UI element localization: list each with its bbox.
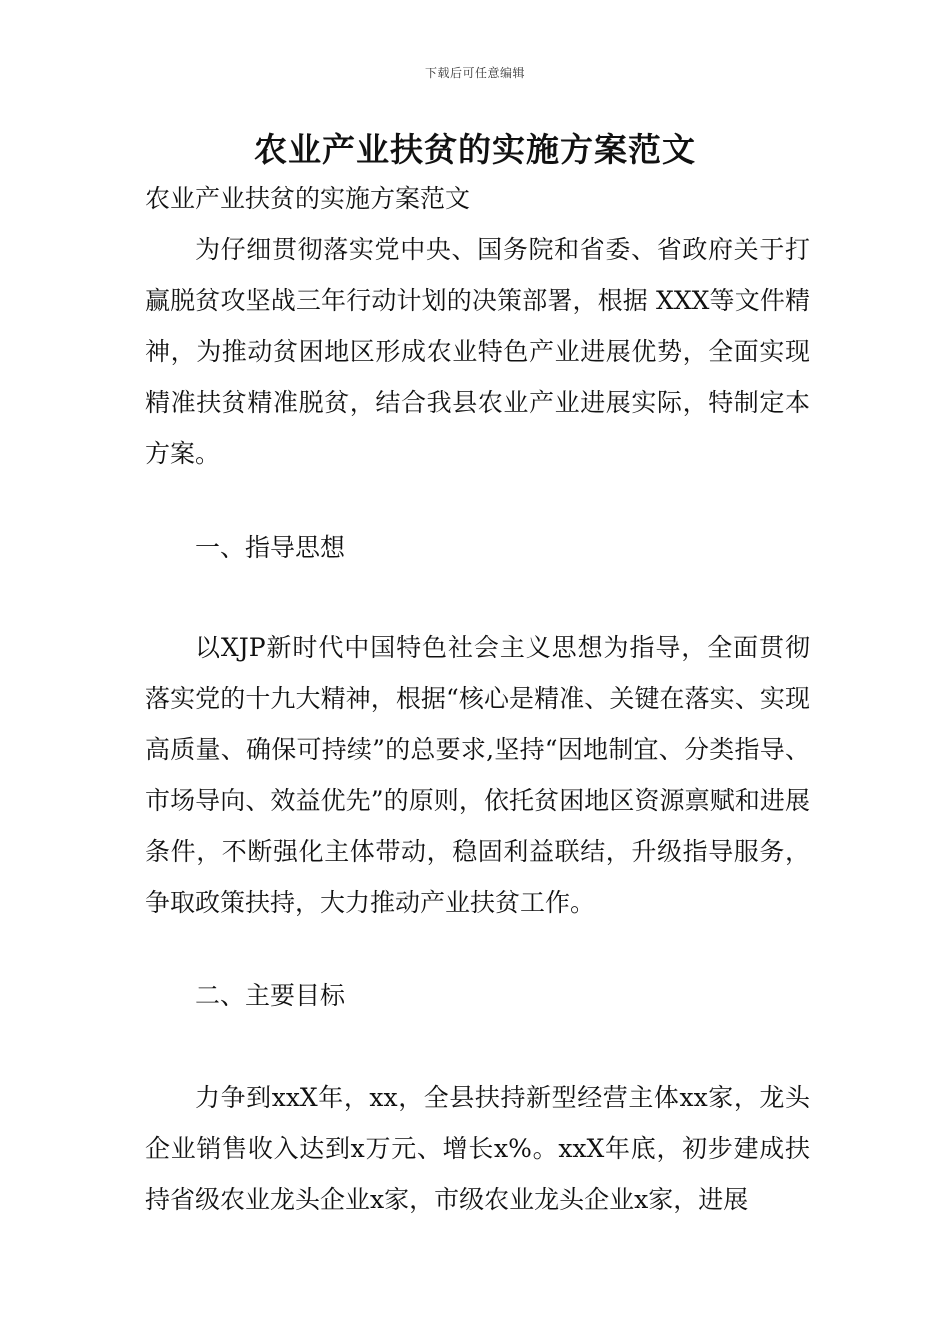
intro-paragraph-text: 为仔细贯彻落实党中央、国务院和省委、省政府关于打赢脱贫攻坚战三年行动计划的决策部署，根据 XXX等文件精神，为推动贫困地区形成农业特色产业进展优势，全面实现精准扶贫精准脱贫，结合我县农业产业进展实际，特制定本方案。 bbox=[145, 235, 810, 468]
header-note: 下载后可任意编辑 bbox=[424, 66, 525, 80]
document-title: 农业产业扶贫的实施方案范文 bbox=[254, 130, 696, 169]
section-heading-goals: 二、主要目标 bbox=[195, 981, 346, 1010]
goals-paragraph-text: 力争到xxX年，xx，全县扶持新型经营主体xx家，龙头企业销售收入达到x万元、增长x%。xxX年底，初步建成扶持省级农业龙头企业x家，市级农业龙头企业x家，进展 bbox=[145, 1083, 810, 1214]
guiding-paragraph bbox=[145, 622, 810, 928]
goals-paragraph bbox=[145, 1072, 810, 1225]
intro-paragraph bbox=[145, 224, 810, 479]
document-subtitle: 农业产业扶贫的实施方案范文 bbox=[145, 184, 471, 213]
guiding-paragraph-text: 以XJP新时代中国特色社会主义思想为指导，全面贯彻落实党的十九大精神，根据“核心是精准、关键在落实、实现高质量、确保可持续”的总要求,坚持“因地制宜、分类指导、市场导向、效益优先”的原则，依托贫困地区资源禀赋和进展条件，不断强化主体带动，稳固利益联结，升级指导服务，争取政策扶持，大力推动产业扶贫工作。 bbox=[145, 633, 810, 917]
section-heading-guiding: 一、指导思想 bbox=[195, 533, 346, 562]
